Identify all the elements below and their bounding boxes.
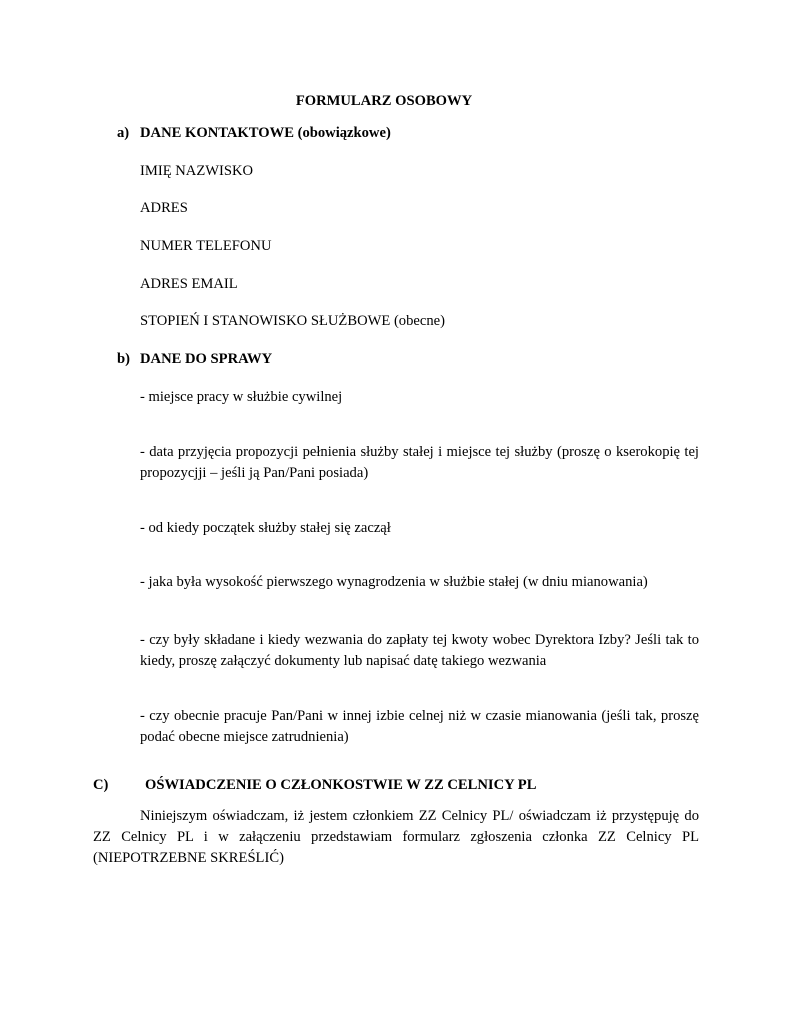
case-item-workplace: - miejsce pracy w służbie cywilnej [140, 389, 343, 405]
section-a-heading: DANE KONTAKTOWE (obowiązkowe) [140, 125, 391, 141]
field-name: IMIĘ NAZWISKO [140, 163, 254, 179]
case-item-current-office: - czy obecnie pracuje Pan/Pani w innej izbie celnej niż w czasie mianowania (jeśli tak, proszę podać obecne miejsce zatrudnienia) [140, 708, 699, 745]
field-rank-position: STOPIEŃ I STANOWISKO SŁUŻBOWE (obecne) [140, 313, 445, 329]
case-item-first-salary: - jaka była wysokość pierwszego wynagrodzenia w służbie stałej (w dniu mianowania) [140, 574, 648, 590]
document-title: FORMULARZ OSOBOWY [295, 93, 473, 109]
field-email: ADRES EMAIL [140, 276, 238, 292]
section-b-marker: b) [117, 351, 130, 367]
field-phone: NUMER TELEFONU [140, 238, 272, 254]
section-c-marker: C) [93, 777, 109, 793]
membership-declaration: Niniejszym oświadczam, iż jestem członkiem ZZ Celnicy PL/ oświadczam iż przystępuję do ZZ Celnicy PL i w załączeniu przedstawiam formularz zgłoszenia członka ZZ Celnicy PL (NIEPOTRZEBNE SKREŚLIĆ) [93, 808, 699, 866]
section-a-marker: a) [117, 125, 130, 141]
case-item-acceptance-date: - data przyjęcia propozycji pełnienia służby stałej i miejsce tej służby (proszę o kserokopię tej propozycjji – jeśli ją Pan/Pani posiada) [140, 444, 699, 481]
field-address: ADRES [140, 200, 188, 216]
case-item-service-start: - od kiedy początek służby stałej się zaczął [140, 520, 391, 536]
section-c-heading: OŚWIADCZENIE O CZŁONKOSTWIE W ZZ CELNICY PL [145, 777, 537, 793]
case-item-payment-demands: - czy były składane i kiedy wezwania do zapłaty tej kwoty wobec Dyrektora Izby? Jeśli tak to kiedy, proszę załączyć dokumenty lub napisać datę takiego wezwania [140, 632, 699, 669]
section-b-heading: DANE DO SPRAWY [140, 351, 273, 367]
